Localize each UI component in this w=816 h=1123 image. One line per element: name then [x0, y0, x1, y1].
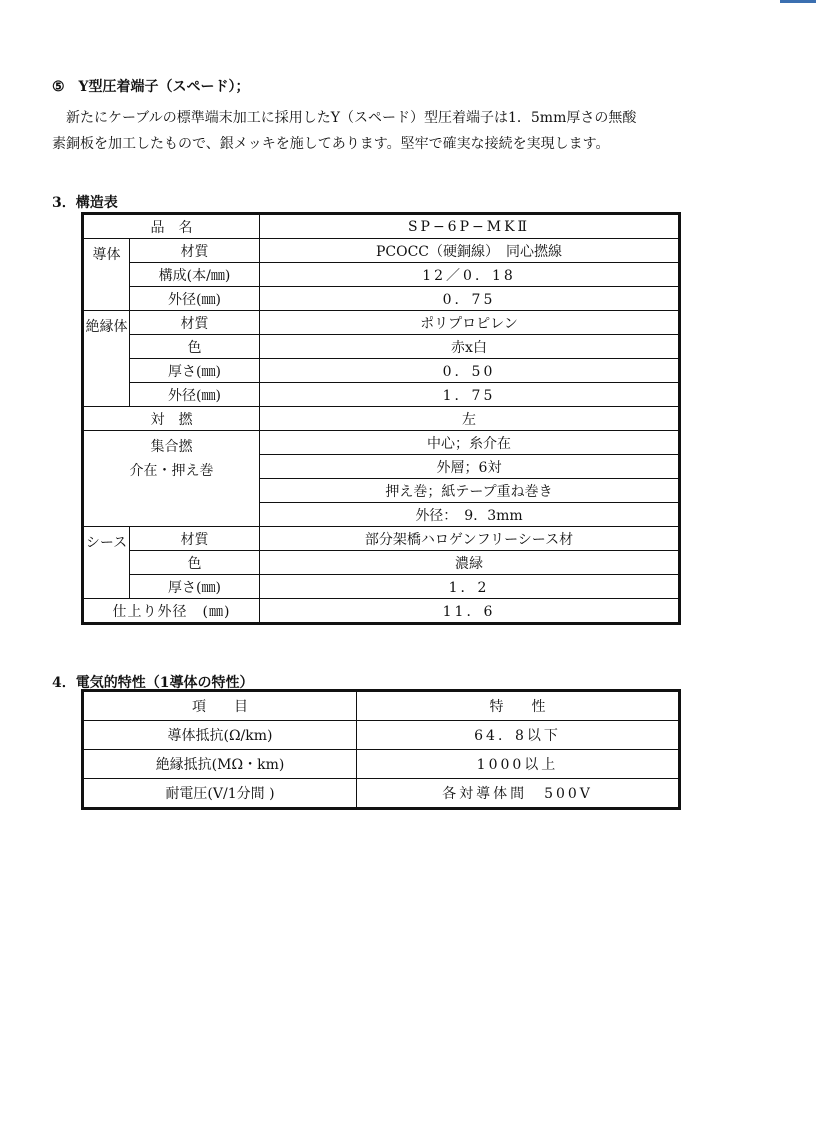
- sheath-thickness-label: 厚さ(㎜): [130, 575, 260, 599]
- insulation-thickness-value: 0．50: [260, 359, 680, 383]
- finish-od-label: 仕上り外径 (㎜): [83, 599, 260, 624]
- withstand-voltage-value: 各対導体間 500V: [357, 779, 680, 809]
- table-row: [83, 527, 680, 551]
- conductor-composition-label: 構成(本/㎜): [130, 263, 260, 287]
- table-row: [83, 599, 680, 624]
- scan-edge-mark: [780, 0, 816, 3]
- table-row: [83, 431, 680, 455]
- insulation-material-value: ポリプロピレン: [260, 311, 680, 335]
- insulation-color-value: 赤x白: [260, 335, 680, 359]
- insulation-resistance-label: 絶縁抵抗(MΩ・km): [83, 750, 357, 779]
- twist-value: 左: [260, 407, 680, 431]
- conductor-material-label: 材質: [130, 239, 260, 263]
- table-row: [83, 287, 680, 311]
- spade-description-line-2: 素銅板を加工したもので、銀メッキを施してあります。堅牢で確実な接続を実現します。: [52, 136, 610, 152]
- structure-table: [81, 212, 681, 625]
- conductor-composition-value: 12／0．18: [260, 263, 680, 287]
- insulation-group-label: 絶縁体: [83, 311, 130, 407]
- insulation-od-label: 外径(㎜): [130, 383, 260, 407]
- table-row: [83, 239, 680, 263]
- assembly-od-value: 外径： 9．3mm: [260, 503, 680, 527]
- conductor-od-value: 0．75: [260, 287, 680, 311]
- assembly-center-value: 中心；糸介在: [260, 431, 680, 455]
- product-value: SP−6P−MKⅡ: [260, 214, 680, 239]
- table-row: [83, 551, 680, 575]
- sheath-thickness-value: 1．2: [260, 575, 680, 599]
- conductor-group-label: 導体: [83, 239, 130, 311]
- table-row: [83, 335, 680, 359]
- electrical-table: [81, 689, 681, 810]
- spade-heading: ⑤ Y型圧着端子（スペード）；: [52, 79, 250, 95]
- table-row: [83, 575, 680, 599]
- sheath-color-label: 色: [130, 551, 260, 575]
- assembly-label: [83, 431, 260, 527]
- product-label: 品 名: [83, 214, 260, 239]
- sheath-color-value: 濃緑: [260, 551, 680, 575]
- sheath-material-label: 材質: [130, 527, 260, 551]
- conductor-resistance-value: 64．8以下: [357, 721, 680, 750]
- assembly-label-line-2: 介在・押え巻: [129, 463, 214, 479]
- insulation-color-label: 色: [130, 335, 260, 359]
- spade-description: [52, 105, 742, 157]
- finish-od-value: 11．6: [260, 599, 680, 624]
- column-header-characteristic: 特 性: [357, 691, 680, 721]
- structure-heading: 3．構造表: [52, 195, 118, 211]
- withstand-voltage-label: 耐電圧(V/1分間 ): [83, 779, 357, 809]
- assembly-label-line-1: 集合撚: [150, 439, 193, 455]
- insulation-od-value: 1．75: [260, 383, 680, 407]
- spade-description-line-1: 新たにケーブルの標準端末加工に採用したY（スペード）型圧着端子は1．5mm厚さの無酸: [52, 110, 637, 126]
- sheath-group-label: シース: [83, 527, 130, 599]
- table-row: [83, 779, 680, 809]
- table-row: [83, 214, 680, 239]
- conductor-resistance-label: 導体抵抗(Ω/km): [83, 721, 357, 750]
- assembly-binding-value: 押え巻；紙テープ重ね巻き: [260, 479, 680, 503]
- table-row: [83, 750, 680, 779]
- table-row: [83, 721, 680, 750]
- table-row: [83, 263, 680, 287]
- conductor-material-value: PCOCC（硬銅線） 同心撚線: [260, 239, 680, 263]
- table-row: [83, 311, 680, 335]
- electrical-heading: 4．電気的特性（1導体の特性）: [52, 675, 254, 691]
- table-row: [83, 383, 680, 407]
- assembly-outer-value: 外層；6対: [260, 455, 680, 479]
- twist-label: 対 撚: [83, 407, 260, 431]
- sheath-material-value: 部分架橋ハロゲンフリーシース材: [260, 527, 680, 551]
- table-row: [83, 691, 680, 721]
- insulation-resistance-value: 1000以上: [357, 750, 680, 779]
- insulation-material-label: 材質: [130, 311, 260, 335]
- column-header-item: 項 目: [83, 691, 357, 721]
- conductor-od-label: 外径(㎜): [130, 287, 260, 311]
- table-row: [83, 359, 680, 383]
- insulation-thickness-label: 厚さ(㎜): [130, 359, 260, 383]
- table-row: [83, 407, 680, 431]
